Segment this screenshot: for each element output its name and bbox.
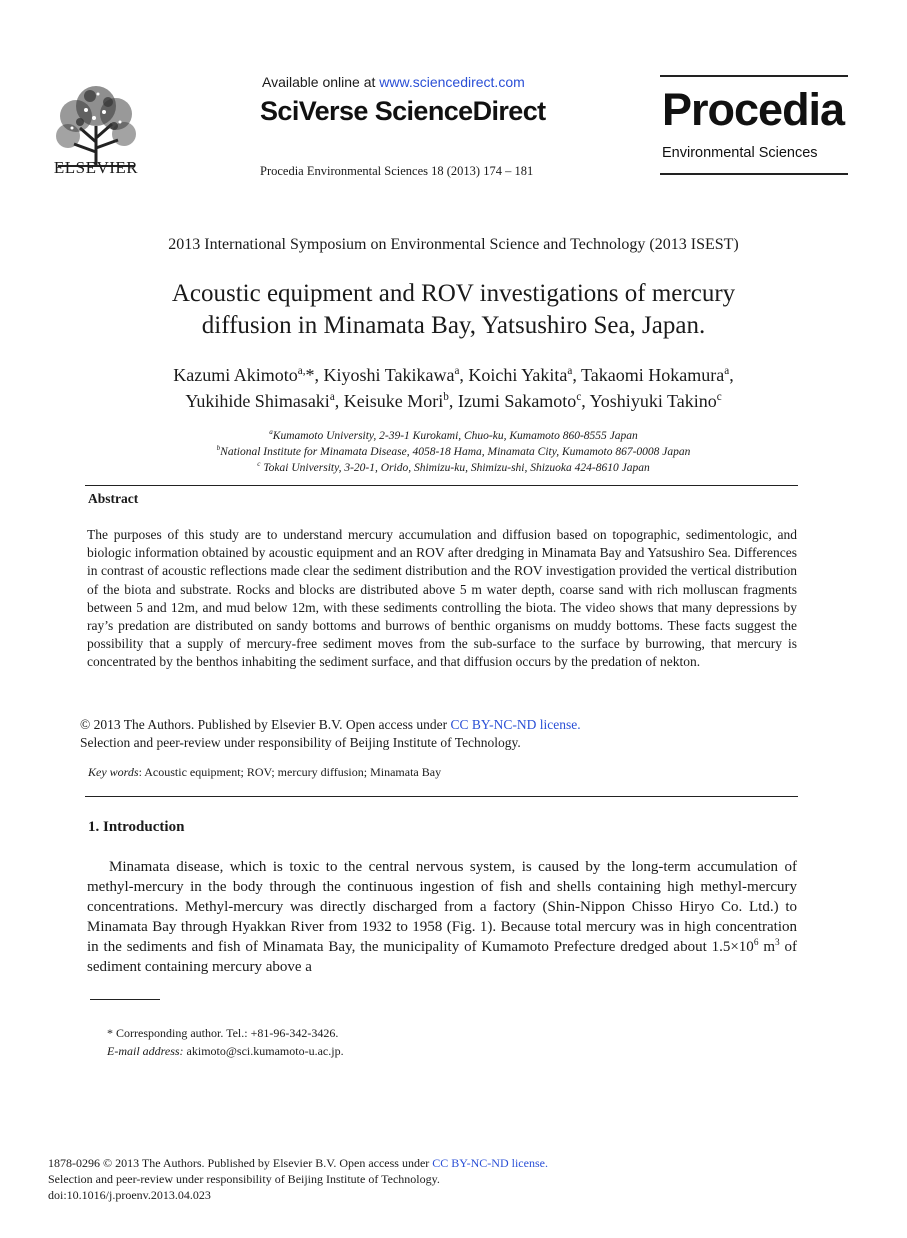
author-separator: , xyxy=(459,365,469,385)
affiliation-text: Tokai University, 3-20-1, Orido, Shimizu-ku, Shimizu-shi, Shizuoka 424-8610 Japan xyxy=(260,462,650,474)
paper-title xyxy=(0,278,907,342)
affiliation-mark: b xyxy=(216,444,221,453)
author-name: Yukihide Shimasaki xyxy=(185,391,330,411)
footer-license-link[interactable]: CC BY-NC-ND license. xyxy=(432,1156,548,1170)
exponent: 3 xyxy=(775,938,780,948)
author-affil-mark: a xyxy=(724,365,730,377)
author-name: Kiyoshi Takikawa xyxy=(323,365,455,385)
author-affil-mark: c xyxy=(576,391,582,403)
journal-reference: Procedia Environmental Sciences 18 (2013) 174 – 181 xyxy=(260,164,534,178)
affiliation-text: National Institute for Minamata Disease, 4058-18 Hama, Minamata City, Kumamoto 867-0008 Japan xyxy=(220,446,691,458)
author-name: Kazumi Akimoto xyxy=(173,365,298,385)
conference-name: 2013 International Symposium on Environmental Science and Technology (2013 ISEST) xyxy=(168,236,739,253)
affiliation-line xyxy=(0,460,907,476)
license-link[interactable]: CC BY-NC-ND license. xyxy=(450,717,581,732)
author-list xyxy=(0,362,907,414)
available-online xyxy=(262,74,525,90)
peer-review-line: Selection and peer-review under responsibility of Beijing Institute of Technology. xyxy=(80,735,521,750)
author-affil-mark: b xyxy=(443,391,449,403)
corresponding-mark: * xyxy=(305,365,315,385)
email-label: E-mail address: xyxy=(107,1044,184,1058)
footer-review: Selection and peer-review under responsibility of Beijing Institute of Technology. xyxy=(48,1172,440,1186)
keywords-text: : Acoustic equipment; ROV; mercury diffusion; Minamata Bay xyxy=(138,765,442,779)
journal-brand xyxy=(660,75,848,175)
author-name: Yoshiyuki Takino xyxy=(589,391,717,411)
publisher-name: ELSEVIER xyxy=(53,158,139,177)
author-affil-mark: a xyxy=(454,365,460,377)
available-label: Available online at xyxy=(262,74,380,90)
issn-line xyxy=(48,1155,548,1171)
author-separator: , xyxy=(729,365,734,385)
author-line-2 xyxy=(0,388,907,414)
intro-text: of sediment containing mercury above a xyxy=(87,939,798,975)
author-separator: , xyxy=(448,391,458,411)
author-separator: , xyxy=(334,391,344,411)
author-name: Izumi Sakamoto xyxy=(457,391,577,411)
affiliation-mark: c xyxy=(257,460,261,469)
author-affil-mark: a xyxy=(329,391,335,403)
brand-title: Procedia xyxy=(662,84,845,135)
copyright-line xyxy=(80,716,800,734)
abstract-rule-bottom xyxy=(85,796,798,797)
copyright-text: © 2013 The Authors. Published by Elsevier B.V. Open access under xyxy=(80,717,451,732)
platform-name: SciVerse ScienceDirect xyxy=(260,96,546,126)
author-affil-mark: a, xyxy=(297,365,306,377)
doi: doi:10.1016/j.proenv.2013.04.023 xyxy=(48,1188,211,1202)
exponent: 6 xyxy=(753,938,759,948)
author-separator: , xyxy=(572,365,582,385)
keywords xyxy=(88,765,441,780)
brand-subtitle: Environmental Sciences xyxy=(662,145,818,161)
brand-rule-bottom xyxy=(660,173,848,175)
affiliation-text: Kumamoto University, 2-39-1 Kurokami, Chuo-ku, Kumamoto 860-8555 Japan xyxy=(272,430,638,442)
email-line xyxy=(107,1042,344,1060)
affiliation-line xyxy=(0,444,907,460)
corresponding-author: * Corresponding author. Tel.: +81-96-342-3426. xyxy=(107,1026,339,1040)
author-name: Takaomi Hokamura xyxy=(581,365,725,385)
intro-text: Minamata disease, which is toxic to the central nervous system, is caused by the long-term accumulation of methyl-mercury in the body through the continuous ingestion of fish and shells containing high methyl-mercury concentrations. Methyl-mercury was directly discharged from a factory (Shin-Nippon Chisso Hiryo Co. Ltd.) to Minamata Bay through Hyakkan River from 1932 to 1958 (Fig. 1). Because total mercury was in high concentration in the sediments and fish of Minamata Bay, the municipality of Kumamoto Prefecture dredged about 1.5×10 xyxy=(87,859,797,955)
keywords-label: Key words xyxy=(88,765,139,779)
author-separator: , xyxy=(581,391,590,411)
intro-paragraph xyxy=(87,857,797,977)
intro-text: m xyxy=(758,939,775,955)
sciencedirect-link[interactable]: www.sciencedirect.com xyxy=(379,74,525,90)
author-name: Keisuke Mori xyxy=(343,391,444,411)
affiliation-mark: a xyxy=(269,428,273,437)
abstract-text: The purposes of this study are to understand mercury accumulation and diffusion based on topographic, sedimentologic, and biologic information obtained by acoustic equipment and an ROV after dredging in Minamata Bay and Yatsushiro Sea. Differences in contrast of acoustic reflections made clear the sediment distribution and the ROV investigation provided the vertical distribution of the biota and substrate. Rocks and blocks are distributed above 5 m water depth, coarse sand with rich molluscan fragments between 5 and 12m, and mud below 12m, with these sediments controlling the biota. The video shows that many depressions by ray’s predation are distributed on sandy bottoms and burrows of benthic organisms on muddy bottoms. These facts suggest the possibility that a supply of mercury-free sediment moves from the sub-surface to the surface by burrowing, that mercury is concentrated by the benthos inhabiting the sediment surface, and that diffusion occurs by the predation of nekton. xyxy=(87,527,797,670)
affiliations xyxy=(0,428,907,476)
copyright-notice xyxy=(80,716,800,752)
author-name: Koichi Yakita xyxy=(468,365,568,385)
title-line-1: Acoustic equipment and ROV investigations of mercury xyxy=(171,280,736,307)
email-address: akimoto@sci.kumamoto-u.ac.jp. xyxy=(183,1044,344,1058)
section-heading: 1. Introduction xyxy=(88,819,185,835)
author-affil-mark: a xyxy=(567,365,573,377)
author-affil-mark: c xyxy=(716,391,722,403)
affiliation-line xyxy=(0,428,907,444)
brand-rule-top xyxy=(660,75,848,77)
footnote-rule xyxy=(90,999,160,1000)
abstract-rule-top xyxy=(85,485,798,486)
title-line-2: diffusion in Minamata Bay, Yatsushiro Sea, Japan. xyxy=(201,312,706,339)
abstract-heading: Abstract xyxy=(88,491,139,506)
page-footer xyxy=(48,1155,548,1203)
footnote xyxy=(107,1024,344,1060)
issn-text: 1878-0296 © 2013 The Authors. Published by Elsevier B.V. Open access under xyxy=(48,1156,433,1170)
author-separator: , xyxy=(314,365,324,385)
author-line-1 xyxy=(0,362,907,388)
